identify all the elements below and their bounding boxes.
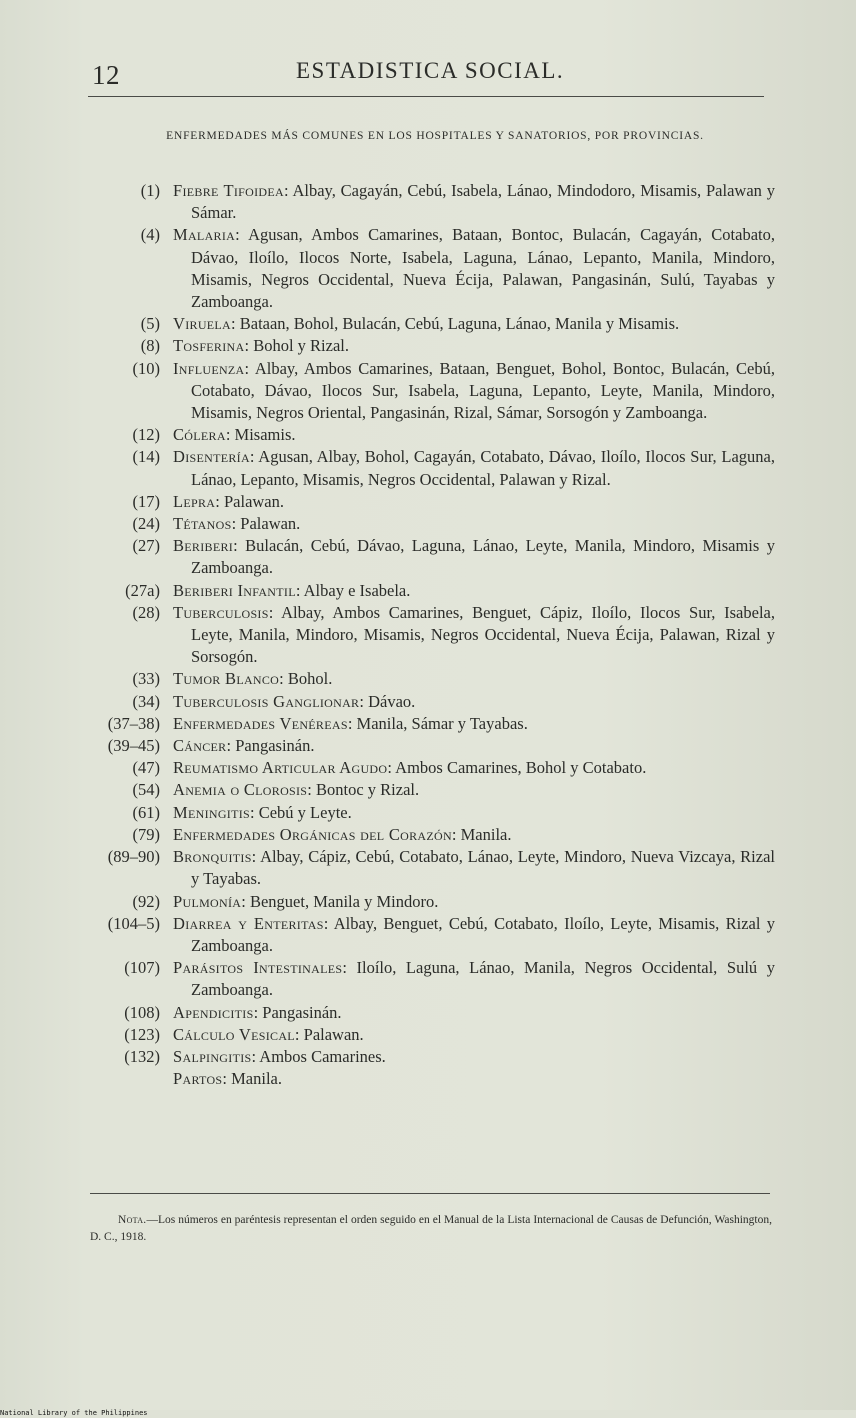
entry-number: (37–38) [107, 713, 160, 733]
list-item [0, 1024, 856, 1046]
entry-number: (8) [140, 336, 160, 356]
disease-name: Enfermedades Venéreas [173, 713, 348, 733]
disease-name: Enfermedades Orgánicas del Corazón [173, 824, 452, 844]
list-item [0, 424, 856, 446]
separator: : [244, 336, 254, 356]
province-list: Albay, Benguet, Cebú, Cotabato, Iloílo, Leyte, Misamis, Rizal y Zamboanga. [191, 913, 775, 955]
entry-body [173, 779, 775, 801]
entry-body [173, 824, 775, 846]
disease-name: Tétanos [173, 514, 232, 534]
footnote [90, 1212, 772, 1246]
disease-name: Fiebre Tifoidea [173, 181, 284, 200]
disease-name: Salpingitis [173, 1046, 252, 1066]
entry-body [173, 691, 775, 713]
disease-name: Parásitos Intestinales [173, 958, 343, 978]
disease-name: Anemia o Clorosis [173, 780, 308, 800]
list-item [0, 535, 856, 579]
entry-number: (39–45) [107, 736, 160, 756]
separator: : [241, 891, 250, 911]
separator: : [323, 913, 334, 933]
province-list: Misamis. [234, 425, 296, 445]
province-list: Albay, Cápiz, Cebú, Cotabato, Lánao, Leyte, Mindoro, Nueva Vizcaya, Rizal y Tayabas. [191, 847, 776, 889]
list-item [0, 957, 856, 1001]
separator: : [226, 736, 236, 756]
entry-body [173, 335, 775, 357]
disease-name: Beriberi [173, 536, 234, 556]
entry-body [173, 1068, 768, 1090]
list-item [0, 1046, 856, 1068]
province-list: Manila. [460, 824, 512, 844]
separator: : [251, 1046, 260, 1066]
province-list: Benguet, Manila y Mindoro. [249, 891, 439, 911]
entry-number: (14) [132, 447, 160, 467]
separator: : [249, 447, 259, 467]
separator: : [244, 358, 255, 378]
separator: : [231, 514, 241, 534]
entry-number: (89–90) [107, 847, 160, 867]
entry-number: (54) [132, 780, 160, 800]
header-rule [88, 96, 764, 97]
list-item [0, 891, 856, 913]
entry-body [173, 713, 775, 735]
entry-number: (47) [132, 758, 160, 778]
entry-body [173, 757, 775, 779]
disease-name: Cálculo Vesical [173, 1024, 295, 1044]
entry-body [173, 580, 775, 602]
separator: : [215, 491, 224, 511]
province-list: Ambos Camarines, Bohol y Cotabato. [395, 758, 647, 778]
separator: : [283, 181, 293, 200]
entry-body [173, 224, 775, 313]
entry-number: (79) [132, 824, 160, 844]
entry-number: (10) [132, 358, 160, 378]
entry-body [173, 913, 775, 957]
separator: : [387, 758, 396, 778]
separator: : [451, 824, 461, 844]
entry-number: (92) [132, 891, 160, 911]
entry-number: (1) [140, 181, 160, 200]
list-item [0, 668, 856, 690]
disease-name: Diarrea y Enteritas [173, 913, 324, 933]
list-item [0, 358, 856, 425]
separator: : [347, 713, 357, 733]
province-list: Dávao. [368, 691, 416, 711]
disease-name: Tuberculosis [173, 602, 269, 622]
separator: : [251, 847, 261, 867]
separator: : [250, 802, 259, 822]
page-header [88, 58, 764, 94]
list-item [0, 224, 856, 313]
entry-body [173, 846, 776, 890]
list-item [0, 691, 856, 713]
list-item [0, 313, 856, 335]
list-item [0, 580, 856, 602]
entry-body [173, 446, 775, 490]
entry-number: (61) [132, 802, 160, 822]
list-item [0, 1002, 856, 1024]
list-item [0, 335, 856, 357]
list-item [0, 757, 856, 779]
entry-body [173, 957, 775, 1001]
list-item [0, 446, 856, 490]
list-item [0, 846, 856, 890]
list-item [0, 735, 856, 757]
entry-body [173, 602, 775, 669]
disease-name: Bronquitis [173, 847, 252, 867]
entry-body [173, 802, 775, 824]
disease-list [0, 180, 856, 1090]
entry-body [173, 1024, 775, 1046]
disease-name: Meningitis [173, 802, 250, 822]
list-item [0, 513, 856, 535]
province-list: Agusan, Albay, Bohol, Cagayán, Cotabato, Dávao, Iloílo, Ilocos Sur, Laguna, Lánao, Lepanto, Misamis, Negros Occidental, Palawan y Rizal. [191, 447, 775, 489]
disease-name: Pulmonía [173, 891, 242, 911]
entry-body [173, 513, 775, 535]
disease-name: Lepra [173, 491, 216, 511]
entry-number: (12) [132, 425, 160, 445]
entry-body [173, 891, 775, 913]
page-number: 12 [92, 60, 120, 90]
entry-number: (17) [132, 491, 160, 511]
footnote-label: Nota. [118, 1214, 147, 1226]
province-list: Bontoc y Rizal. [316, 780, 420, 800]
province-list: Palawan. [303, 1024, 364, 1044]
entry-number: (24) [132, 514, 160, 534]
list-item [0, 802, 856, 824]
disease-name: Apendicitis [173, 1002, 254, 1022]
separator: : [294, 1024, 304, 1044]
disease-name: Influenza [173, 358, 245, 378]
province-list: Bataan, Bohol, Bulacán, Cebú, Laguna, Lánao, Manila y Misamis. [239, 314, 680, 334]
province-list: Albay, Cagayán, Cebú, Isabela, Lánao, Mindodoro, Misamis, Palawan y Sámar. [191, 181, 775, 223]
province-list: Cebú y Leyte. [258, 802, 352, 822]
province-list: Iloílo, Laguna, Lánao, Manila, Negros Occidental, Sulú y Zamboanga. [191, 958, 775, 1000]
list-item [0, 713, 856, 735]
province-list: Bohol. [287, 669, 333, 689]
separator: : [235, 225, 249, 245]
running-title: ESTADISTICA SOCIAL. [296, 58, 565, 83]
footnote-rule [90, 1193, 770, 1194]
list-item [0, 824, 856, 846]
entry-body [173, 1002, 775, 1024]
separator: : [295, 580, 304, 600]
entry-number: (34) [132, 691, 160, 711]
disease-name: Malaria [173, 225, 236, 245]
disease-name: Cáncer [173, 736, 227, 756]
province-list: Albay, Ambos Camarines, Benguet, Cápiz, Iloílo, Ilocos Sur, Isabela, Leyte, Manila, Mindoro, Misamis, Negros Occidental, Nueva Écija, Palawan, Rizal y Sorsogón. [191, 602, 775, 667]
province-list: Albay e Isabela. [303, 580, 411, 600]
disease-name: Viruela [173, 314, 232, 334]
list-item [0, 602, 856, 669]
disease-name: Tumor Blanco [173, 669, 280, 689]
separator: : [225, 425, 235, 445]
province-list: Agusan, Ambos Camarines, Bataan, Bontoc, Bulacán, Cagayán, Cotabato, Dávao, Iloílo, Ilocos Norte, Isabela, Laguna, Lánao, Lepanto, Manila, Mindoro, Misamis, Negros Occidental, Nueva Écija, Palawan, Pangasinán, Sulú, Tayabas y Zamboanga. [191, 225, 775, 312]
entry-number: (4) [140, 225, 160, 245]
province-list: Palawan. [223, 491, 285, 511]
province-list: Manila, Sámar y Tayabas. [356, 713, 528, 733]
entry-number: (132) [124, 1046, 160, 1066]
list-item [0, 779, 856, 801]
separator: : [268, 602, 282, 622]
separator: : [342, 958, 357, 978]
entry-body [173, 313, 775, 335]
entry-number: (104–5) [107, 913, 160, 933]
footnote-text: —Los números en paréntesis representan el orden seguido en el Manual de la Lista Internacional de Causas de Defunción, Washington, D. C., 1918. [90, 1214, 772, 1243]
province-list: Palawan. [240, 514, 301, 534]
disease-name: Beriberi Infantil [173, 580, 296, 600]
separator: : [253, 1002, 263, 1022]
list-item [0, 180, 856, 224]
province-list: Bulacán, Cebú, Dávao, Laguna, Lánao, Leyte, Manila, Mindoro, Misamis y Zamboanga. [191, 536, 775, 578]
province-list: Bohol y Rizal. [253, 336, 349, 356]
disease-name: Reumatismo Articular Agudo [173, 758, 388, 778]
entry-number: (107) [124, 958, 160, 978]
disease-name: Cólera [173, 425, 226, 445]
entry-body [173, 735, 775, 757]
list-item [0, 913, 856, 957]
entry-body [173, 1046, 775, 1068]
entry-number: (27a) [125, 580, 160, 600]
disease-name: Tuberculosis Ganglionar [173, 691, 360, 711]
entry-body [173, 358, 775, 425]
library-credit: National Library of the Philippines [0, 1409, 148, 1417]
separator: : [307, 780, 316, 800]
entry-body [173, 424, 775, 446]
entry-body [173, 491, 775, 513]
separator: : [359, 691, 369, 711]
separator: : [231, 314, 240, 334]
entry-number: (33) [132, 669, 160, 689]
entry-body [173, 668, 775, 690]
province-list: Ambos Camarines. [259, 1046, 386, 1066]
disease-name: Partos [173, 1069, 223, 1089]
province-list: Pangasinán. [262, 1002, 342, 1022]
entry-number: (123) [124, 1024, 160, 1044]
entry-body [173, 180, 775, 224]
province-list: Manila. [231, 1069, 282, 1089]
province-list: Albay, Ambos Camarines, Bataan, Benguet, Bohol, Bontoc, Bulacán, Cebú, Cotabato, Dávao, Ilocos Sur, Isabela, Laguna, Lepanto, Leyte, Manila, Mindoro, Misamis, Negros Oriental, Pangasinán, Rizal, Sámar, Sorsogón y Zamboanga. [191, 358, 775, 423]
list-item [0, 491, 856, 513]
entry-number: (27) [132, 536, 160, 556]
entry-body [173, 535, 775, 579]
disease-name: Disentería [173, 447, 250, 467]
list-item [0, 1068, 856, 1090]
entry-number: (108) [124, 1002, 160, 1022]
disease-name: Tosferina [173, 336, 245, 356]
separator: : [222, 1069, 232, 1089]
separator: : [279, 669, 288, 689]
separator: : [233, 536, 246, 556]
province-list: Pangasinán. [235, 736, 315, 756]
section-title: ENFERMEDADES MÁS COMUNES EN LOS HOSPITALES Y SANATORIOS, POR PROVINCIAS. [166, 130, 704, 142]
entry-number: (5) [140, 314, 160, 334]
entry-number: (28) [132, 602, 160, 622]
